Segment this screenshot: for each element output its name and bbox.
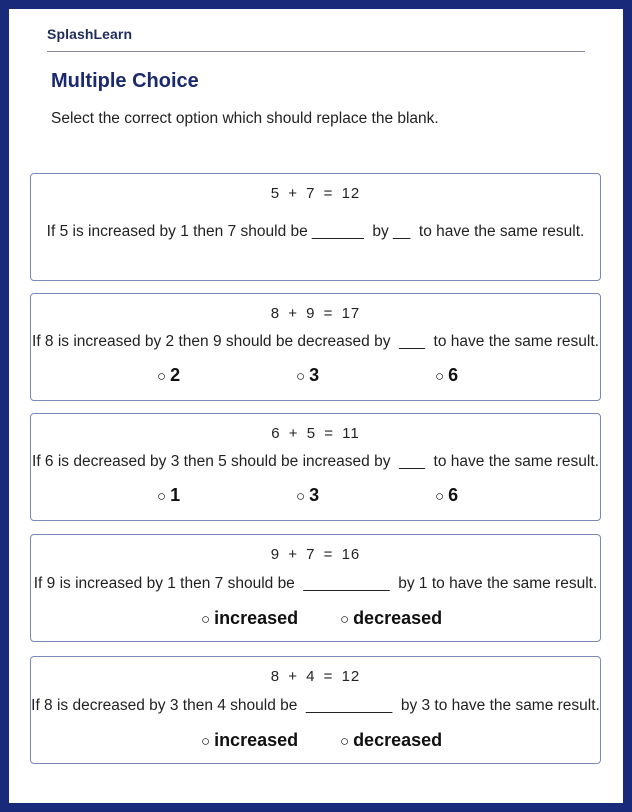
- question-text: If 9 is increased by 1 then 7 should be __________ by 1 to have the same result.: [33, 575, 598, 592]
- equation: 6 + 5 = 11: [271, 425, 360, 442]
- brand-logo: SplashLearn: [47, 26, 133, 42]
- option-radio[interactable]: [157, 365, 180, 386]
- radio-circle-icon: ○: [435, 368, 445, 385]
- option-label: 3: [309, 485, 320, 505]
- radio-circle-icon: ○: [435, 488, 445, 505]
- option-radio[interactable]: [201, 608, 298, 629]
- option-radio[interactable]: [340, 608, 442, 629]
- radio-circle-icon: ○: [340, 611, 350, 628]
- radio-circle-icon: ○: [296, 488, 306, 505]
- radio-circle-icon: ○: [340, 733, 350, 750]
- question-card-1: [30, 173, 601, 281]
- option-label: 3: [309, 365, 320, 385]
- radio-circle-icon: ○: [157, 368, 167, 385]
- option-label: 6: [448, 365, 459, 385]
- equation: 5 + 7 = 12: [270, 185, 361, 202]
- equation: 8 + 4 = 12: [270, 668, 361, 685]
- option-label: increased: [214, 608, 299, 628]
- question-card-3: [30, 413, 601, 521]
- question-card-4: [30, 534, 601, 642]
- instructions: Select the correct option which should replace the blank.: [51, 110, 439, 127]
- option-radio[interactable]: [201, 730, 298, 751]
- header-divider: [47, 51, 585, 52]
- question-text: If 6 is decreased by 3 then 5 should be increased by ___ to have the same result.: [32, 453, 599, 470]
- question-text: If 5 is increased by 1 then 7 should be ______ by __ to have the same result.: [46, 223, 585, 240]
- option-radio[interactable]: [296, 365, 319, 386]
- option-radio[interactable]: [340, 730, 442, 751]
- option-radio[interactable]: [435, 365, 458, 386]
- worksheet-page: [9, 9, 623, 803]
- question-text: If 8 is decreased by 3 then 4 should be __________ by 3 to have the same result.: [31, 697, 600, 714]
- page-title: Multiple Choice: [51, 70, 199, 92]
- option-label: decreased: [353, 730, 443, 750]
- question-text: If 8 is increased by 2 then 9 should be decreased by ___ to have the same result.: [32, 333, 599, 350]
- radio-circle-icon: ○: [296, 368, 306, 385]
- option-label: increased: [214, 730, 299, 750]
- equation: 9 + 7 = 16: [270, 546, 361, 563]
- option-radio[interactable]: [435, 485, 458, 506]
- radio-circle-icon: ○: [201, 611, 211, 628]
- option-label: 1: [170, 485, 181, 505]
- option-label: 6: [448, 485, 459, 505]
- equation: 8 + 9 = 17: [270, 305, 361, 322]
- option-radio[interactable]: [157, 485, 180, 506]
- question-card-5: [30, 656, 601, 764]
- option-label: decreased: [353, 608, 443, 628]
- radio-circle-icon: ○: [201, 733, 211, 750]
- option-label: 2: [170, 365, 181, 385]
- radio-circle-icon: ○: [157, 488, 167, 505]
- question-card-2: [30, 293, 601, 401]
- option-radio[interactable]: [296, 485, 319, 506]
